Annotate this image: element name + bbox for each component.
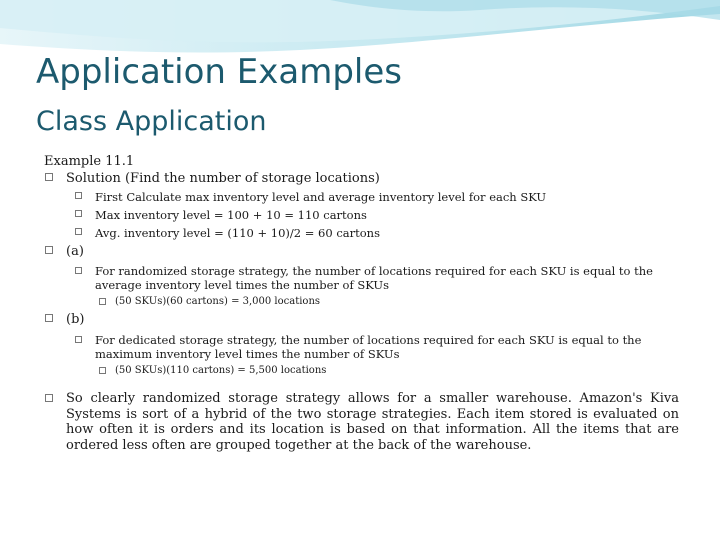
square-bullet-icon [75,267,82,274]
example-label: Example 11.1 [44,154,135,169]
part-b-item [44,311,684,329]
list-item [44,224,684,242]
part-a-item [44,243,684,261]
solution-step-2: Max inventory level = 100 + 10 = 110 cartons [95,208,367,222]
square-bullet-icon [45,314,53,322]
solution-label: Solution (Find the number of storage locations) [66,171,380,186]
square-bullet-icon [45,394,53,402]
conclusion-text: So clearly randomized storage strategy allows for a smaller warehouse. Amazon's Kiva Systems is sort of a hybrid of the two storage strategies. Each item stored is evaluated on how often it is orders and its location is based on that information. All the items that are ordered less often are grouped together at the back of the warehouse. [66,391,679,453]
part-a-description [44,264,675,292]
header-swoosh-decoration [0,0,720,60]
list-item [44,206,684,224]
square-bullet-icon [75,228,82,235]
part-b-calc: (50 SKUs)(110 cartons) = 5,500 locations [115,365,327,376]
square-bullet-icon [75,336,82,343]
square-bullet-icon [45,246,53,254]
part-b-calculation [44,363,684,378]
slide-subtitle: Class Application [36,106,267,137]
square-bullet-icon [75,210,82,217]
part-b-description [44,333,675,361]
square-bullet-icon [75,192,82,199]
slide-title: Application Examples [36,52,402,92]
square-bullet-icon [45,173,53,181]
part-a-label: (a) [66,244,84,259]
part-b-text: For dedicated storage strategy, the number of locations required for each SKU is equal to the maximum inventory level times the number of SKUs [95,333,642,361]
solution-item [44,170,684,188]
part-b-label: (b) [66,312,85,327]
part-a-calc: (50 SKUs)(60 cartons) = 3,000 locations [115,296,321,307]
conclusion-item [44,391,679,453]
part-a-text: For randomized storage strategy, the number of locations required for each SKU is equal to the average inventory level times the number of SKUs [95,264,653,292]
square-bullet-icon [99,367,106,374]
solution-step-3: Avg. inventory level = (110 + 10)/2 = 60 cartons [95,226,380,240]
square-bullet-icon [99,298,106,305]
slide-body [44,153,684,453]
part-a-calculation [44,294,684,309]
solution-step-1: First Calculate max inventory level and average inventory level for each SKU [95,190,547,204]
list-item [44,188,684,206]
